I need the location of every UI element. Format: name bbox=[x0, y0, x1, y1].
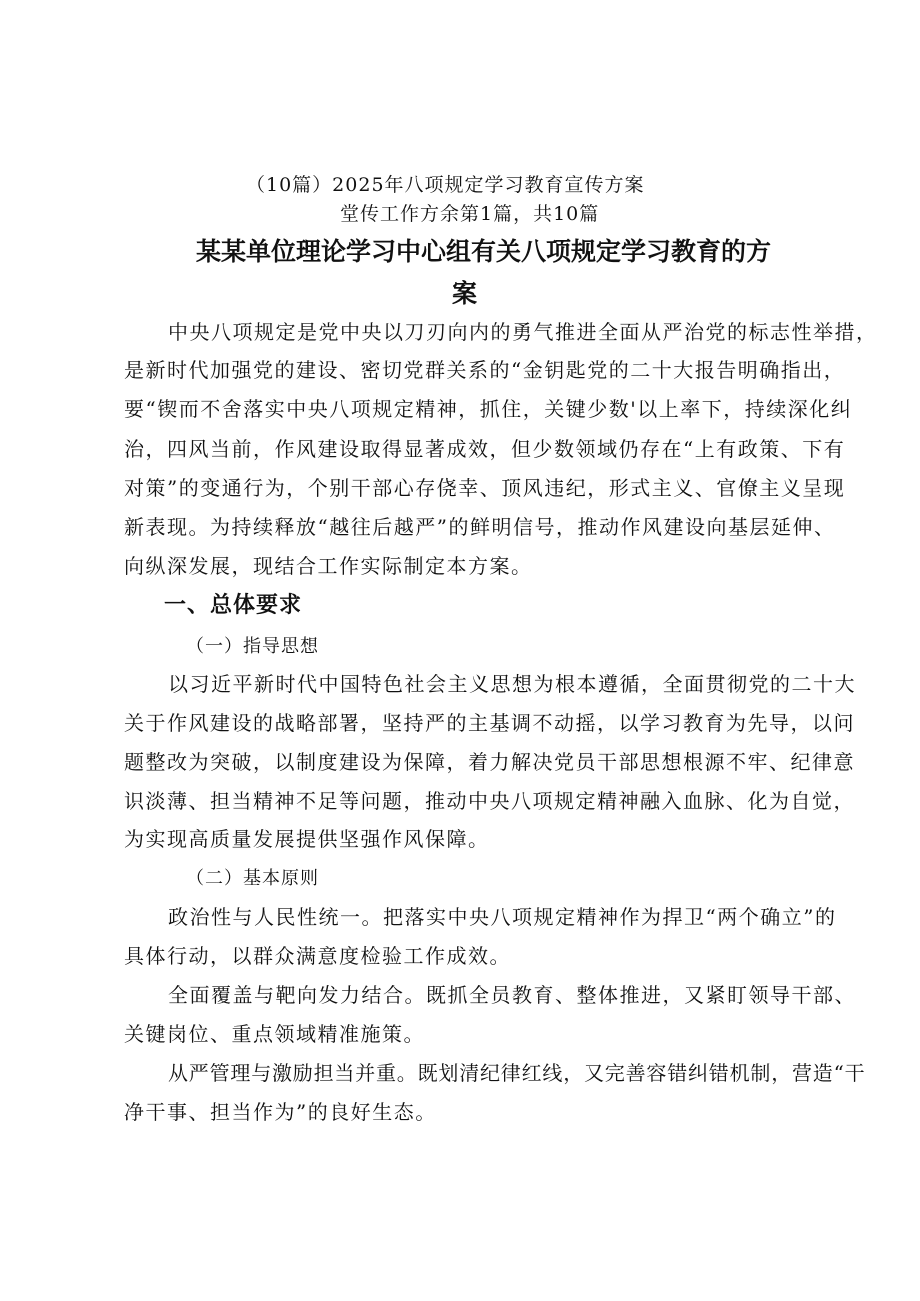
principle-3-line-1: 从严管理与激励担当并重。既划清纪律红线，又完善容错纠错机制，营造“干 bbox=[168, 1061, 866, 1085]
header-line-2: 堂传工作方余第1篇，共10篇 bbox=[340, 203, 600, 225]
intro-line-7: 向纵深发展，现结合工作实际制定本方案。 bbox=[124, 554, 533, 578]
header-line-1: （10篇）2025年八项规定学习教育宣传方案 bbox=[246, 174, 645, 196]
section-heading-overall-requirements: 一、总体要求 bbox=[164, 593, 303, 618]
subheading-guiding-ideology: （一）指导思想 bbox=[186, 636, 319, 657]
principle-1-line-2: 具体行动，以群众满意度检验工作成效。 bbox=[124, 944, 511, 968]
intro-line-6: 新表现。为持续释放“越往后越严”的鲜明信号，推动作风建设向基层延伸、 bbox=[124, 515, 836, 539]
document-title-line-2: 案 bbox=[452, 279, 478, 308]
principle-2-line-1: 全面覆盖与靶向发力结合。既抓全员教育、整体推进，又紧盯领导干部、 bbox=[168, 983, 856, 1007]
intro-line-5: 对策”的变通行为，个别干部心存侥幸、顶风违纪，形式主义、官僚主义呈现 bbox=[124, 476, 846, 500]
ideology-line-4: 识淡薄、担当精神不足等问题，推动中央八项规定精神融入血脉、化为自觉， bbox=[124, 789, 855, 813]
intro-line-3: 要“锲而不舍落实中央八项规定精神，抓住，关键少数'以上率下，持续深化纠 bbox=[124, 397, 853, 421]
principle-3-line-2: 净干事、担当作为”的良好生态。 bbox=[124, 1100, 437, 1124]
ideology-line-3: 题整改为突破，以制度建设为保障，着力解决党员干部思想根源不牢、纪律意 bbox=[124, 750, 855, 774]
subheading-basic-principles: （二）基本原则 bbox=[186, 868, 319, 889]
principle-2-line-2: 关键岗位、重点领域精准施策。 bbox=[124, 1022, 425, 1046]
principle-1-line-1: 政治性与人民性统一。把落实中央八项规定精神作为捍卫“两个确立”的 bbox=[168, 905, 837, 929]
ideology-line-2: 关于作风建设的战略部署，坚持严的主基调不动摇，以学习教育为先导，以问 bbox=[124, 711, 855, 735]
intro-line-1: 中央八项规定是党中央以刀刃向内的勇气推进全面从严治党的标志性举措， bbox=[168, 320, 878, 344]
intro-line-4: 治，四风当前，作风建设取得显著成效，但少数领域仍存在“上有政策、下有 bbox=[124, 437, 846, 461]
ideology-line-5: 为实现高质量发展提供坚强作风保障。 bbox=[124, 827, 490, 851]
ideology-line-1: 以习近平新时代中国特色社会主义思想为根本遵循，全面贯彻党的二十大 bbox=[168, 672, 856, 696]
intro-line-2: 是新时代加强党的建设、密切党群关系的“金钥匙党的二十大报告明确指出， bbox=[124, 358, 846, 382]
document-title-line-1: 某某单位理论学习中心组有关八项规定学习教育的方 bbox=[196, 237, 772, 266]
